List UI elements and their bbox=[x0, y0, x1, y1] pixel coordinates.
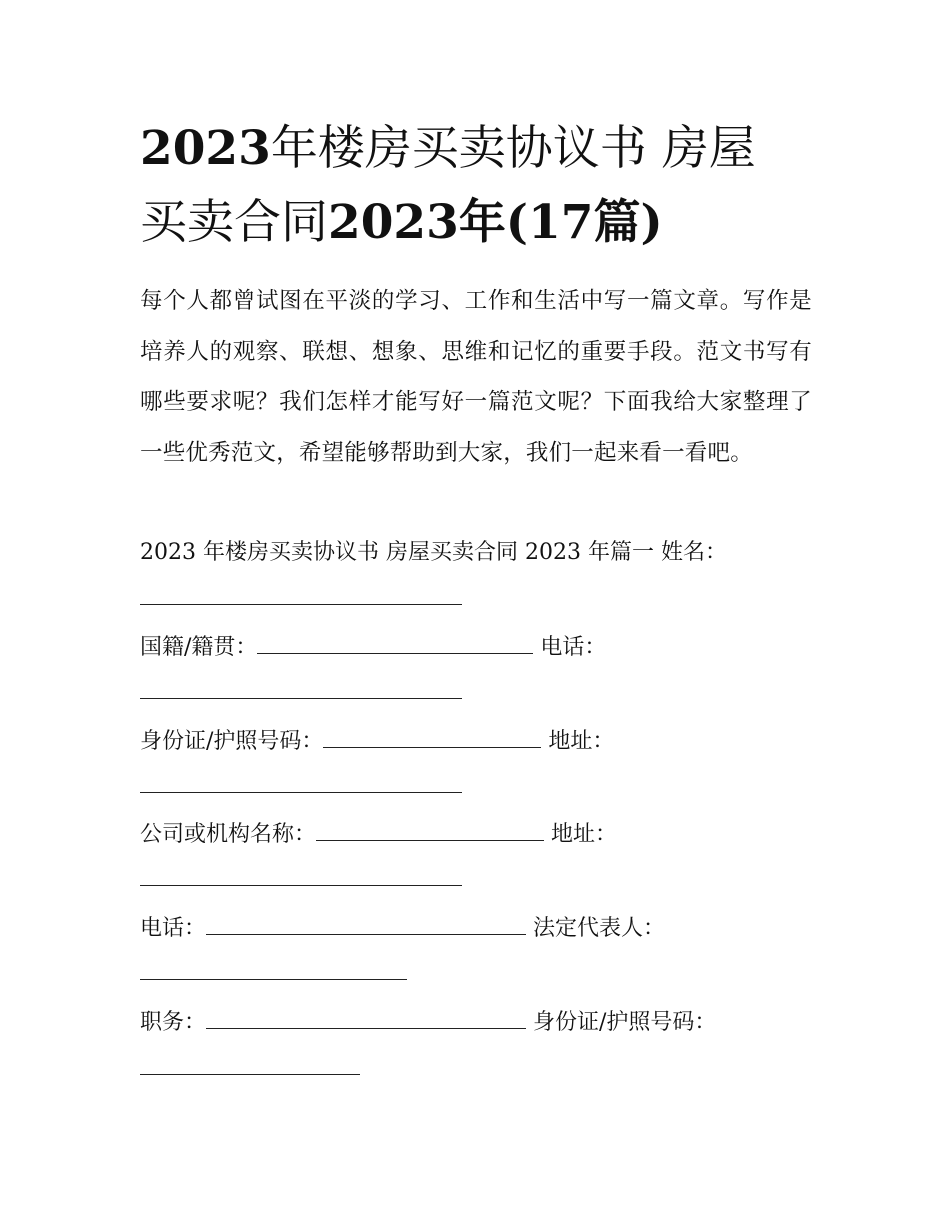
phone2-label: 电话： bbox=[140, 916, 207, 941]
intro-paragraph: 每个人都曾试图在平淡的学习、工作和生活中写一篇文章。写作是培养人的观察、联想、想象、思维和记忆的重要手段。范文书写有哪些要求呢？我们怎样才能写好一篇范文呢？下面我给大家整理了一些优秀范文，希望能够帮助到大家，我们一起来看一看吧。 bbox=[140, 288, 812, 466]
legal-rep-blank[interactable] bbox=[140, 979, 407, 980]
position-row bbox=[140, 1008, 716, 1038]
nationality-blank[interactable] bbox=[257, 633, 533, 654]
company-row bbox=[140, 820, 617, 850]
title-text-1: 年楼房买卖协议书 房屋 bbox=[270, 121, 756, 176]
phone2-blank[interactable] bbox=[206, 914, 526, 935]
position-label: 职务： bbox=[140, 1010, 207, 1035]
title-text-4: 篇) bbox=[593, 195, 663, 250]
id2-blank[interactable] bbox=[140, 1074, 360, 1075]
title-text-2: 买卖合同 bbox=[140, 195, 328, 250]
id-row bbox=[140, 727, 614, 757]
address-label: 地址： bbox=[548, 729, 615, 754]
id-label: 身份证/护照号码： bbox=[140, 729, 324, 754]
phone-label: 电话： bbox=[540, 635, 607, 660]
id2-label: 身份证/护照号码： bbox=[533, 1010, 717, 1035]
section-heading bbox=[140, 538, 727, 568]
company-blank[interactable] bbox=[316, 820, 544, 841]
nationality-row bbox=[140, 633, 606, 663]
company-label: 公司或机构名称： bbox=[140, 822, 317, 847]
position-blank[interactable] bbox=[206, 1008, 526, 1029]
title-text-3: 年( bbox=[458, 195, 529, 250]
address-blank[interactable] bbox=[140, 792, 462, 793]
phone-blank[interactable] bbox=[140, 698, 462, 699]
address2-label: 地址： bbox=[551, 822, 618, 847]
document-title bbox=[140, 112, 812, 260]
nationality-label: 国籍/籍贯： bbox=[140, 635, 258, 660]
name-blank[interactable] bbox=[140, 604, 462, 605]
title-year: 2023 bbox=[140, 121, 271, 176]
section-heading-text: 2023 年楼房买卖协议书 房屋买卖合同 2023 年篇一 姓名： bbox=[140, 540, 727, 565]
legal-rep-label: 法定代表人： bbox=[533, 916, 666, 941]
title-count: 17 bbox=[528, 195, 594, 250]
id-blank[interactable] bbox=[323, 727, 541, 748]
title-year-2: 2023 bbox=[328, 195, 459, 250]
phone2-row bbox=[140, 914, 665, 944]
address2-blank[interactable] bbox=[140, 885, 462, 886]
